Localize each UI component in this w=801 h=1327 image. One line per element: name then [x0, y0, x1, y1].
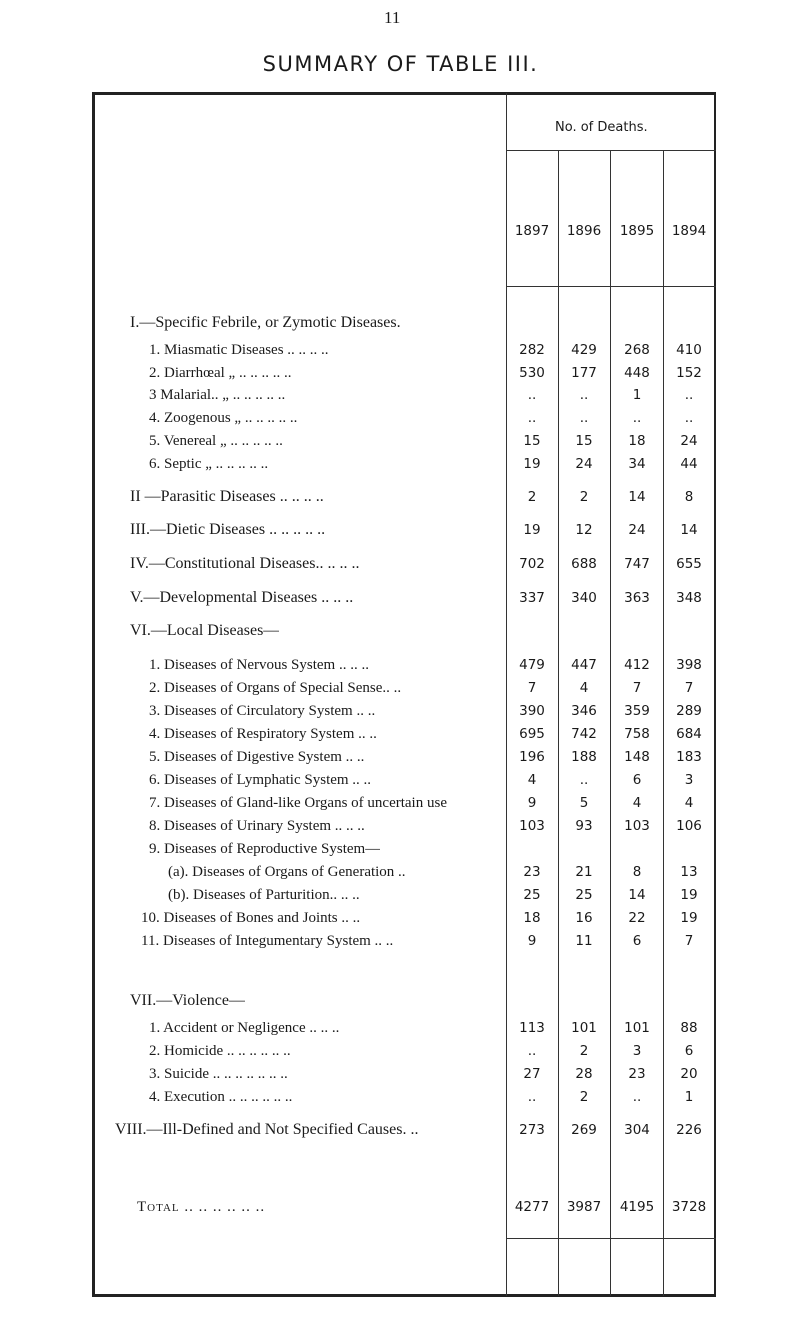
table-cell: 12 [575, 522, 593, 538]
row-label: 3. Suicide .. .. .. .. .. .. .. [149, 1066, 288, 1082]
table-cell: 23 [523, 864, 541, 880]
page-title: SUMMARY OF TABLE III. [262, 52, 539, 76]
table-cell: 226 [676, 1122, 702, 1138]
table-cell: 655 [676, 556, 702, 572]
table-cell: 6 [632, 933, 642, 949]
table-cell: .. [579, 387, 589, 403]
table-cell: 177 [571, 365, 597, 381]
table-cell: 7 [527, 680, 537, 696]
table-cell: 3728 [671, 1199, 707, 1215]
row-label: 4. Execution .. .. .. .. .. .. [149, 1089, 293, 1105]
table-cell: 44 [680, 456, 698, 472]
table-cell: 21 [575, 864, 593, 880]
table-cell: 25 [523, 887, 541, 903]
table-cell: 9 [527, 933, 537, 949]
table-cell: 702 [519, 556, 545, 572]
table-cell: 7 [632, 680, 642, 696]
table-cell: 14 [680, 522, 698, 538]
row-label: 10. Diseases of Bones and Joints .. .. [141, 910, 361, 926]
row-label: 9. Diseases of Reproductive System— [149, 841, 381, 857]
table-cell: 188 [571, 749, 597, 765]
section-label: II —Parasitic Diseases .. .. .. .. [130, 488, 324, 505]
section-label: V.—Developmental Diseases .. .. .. [130, 589, 354, 606]
table-cell: 337 [519, 590, 545, 606]
table-cell: 23 [628, 1066, 646, 1082]
table-cell: 4277 [514, 1199, 550, 1215]
table-cell: 268 [624, 342, 650, 358]
table-cell: 19 [523, 456, 541, 472]
page-number: 11 [384, 8, 401, 27]
table-cell: 1 [684, 1089, 694, 1105]
table-cell: 28 [575, 1066, 593, 1082]
table-cell: 18 [523, 910, 541, 926]
table-cell: 4 [579, 680, 589, 696]
table-cell: 4 [632, 795, 642, 811]
table-cell: 4 [684, 795, 694, 811]
section-label: VIII.—Ill-Defined and Not Specified Causes. .. [115, 1121, 419, 1138]
table-cell: 24 [628, 522, 646, 538]
table-cell: 2 [579, 489, 589, 505]
table-cell: .. [684, 410, 694, 426]
row-label: 7. Diseases of Gland-like Organs of uncertain use [149, 795, 447, 811]
table-cell: 20 [680, 1066, 698, 1082]
table-cell: .. [527, 1089, 537, 1105]
table-cell: 88 [680, 1020, 698, 1036]
row-label: 3. Diseases of Circulatory System .. .. [149, 703, 376, 719]
section-label: VI.—Local Diseases— [130, 622, 280, 639]
table-cell: 6 [632, 772, 642, 788]
total-label: Total .. .. .. .. .. .. [137, 1199, 266, 1215]
header-rule [506, 286, 716, 287]
table-cell: 348 [676, 590, 702, 606]
table-cell: 363 [624, 590, 650, 606]
table-cell: 24 [680, 433, 698, 449]
table-cell: 14 [628, 887, 646, 903]
section-label: III.—Dietic Diseases .. .. .. .. .. [130, 521, 326, 538]
table-cell: 390 [519, 703, 545, 719]
table-cell: 4195 [619, 1199, 655, 1215]
table-cell: 15 [523, 433, 541, 449]
table-cell: 34 [628, 456, 646, 472]
table-cell: 2 [527, 489, 537, 505]
table-cell: 103 [519, 818, 545, 834]
row-label: 1. Diseases of Nervous System .. .. .. [149, 657, 369, 673]
row-label: 4. Zoogenous „ .. .. .. .. .. [149, 410, 298, 426]
row-label: 5. Diseases of Digestive System .. .. [149, 749, 365, 765]
table-cell: 289 [676, 703, 702, 719]
table-cell: 530 [519, 365, 545, 381]
row-label: 6. Diseases of Lymphatic System .. .. [149, 772, 372, 788]
table-cell: 688 [571, 556, 597, 572]
table-cell: 359 [624, 703, 650, 719]
table-cell: 101 [571, 1020, 597, 1036]
table-cell: 24 [575, 456, 593, 472]
table-cell: 14 [628, 489, 646, 505]
table-cell: 101 [624, 1020, 650, 1036]
row-label: 11. Diseases of Integumentary System .. .. [141, 933, 394, 949]
section-label: I.—Specific Febrile, or Zymotic Diseases. [130, 314, 401, 331]
table-cell: 4 [527, 772, 537, 788]
table-cell: 93 [575, 818, 593, 834]
table-cell: 273 [519, 1122, 545, 1138]
table-cell: 13 [680, 864, 698, 880]
table-cell: 3987 [566, 1199, 602, 1215]
table-cell: 152 [676, 365, 702, 381]
section-label: VII.—Violence— [130, 992, 245, 1009]
row-label: 4. Diseases of Respiratory System .. .. [149, 726, 377, 742]
table-cell: 695 [519, 726, 545, 742]
table-cell: 8 [632, 864, 642, 880]
table-cell: 398 [676, 657, 702, 673]
column-divider [610, 150, 611, 1296]
table-cell: 448 [624, 365, 650, 381]
row-label: 6. Septic „ .. .. .. .. .. [149, 456, 269, 472]
row-label: 2. Diarrhœal „ .. .. .. .. .. [149, 365, 292, 381]
table-cell: 758 [624, 726, 650, 742]
table-cell: 11 [575, 933, 593, 949]
table-cell: 27 [523, 1066, 541, 1082]
row-label: 5. Venereal „ .. .. .. .. .. [149, 433, 283, 449]
row-label: 8. Diseases of Urinary System .. .. .. [149, 818, 365, 834]
table-cell: 15 [575, 433, 593, 449]
row-label: 1. Accident or Negligence .. .. .. [149, 1020, 340, 1036]
table-cell: 148 [624, 749, 650, 765]
table-cell: 479 [519, 657, 545, 673]
table-cell: 19 [523, 522, 541, 538]
table-cell: 2 [579, 1043, 589, 1059]
table-cell: 25 [575, 887, 593, 903]
table-cell: .. [579, 410, 589, 426]
table-cell: 3 [684, 772, 694, 788]
table-cell: 19 [680, 887, 698, 903]
table-cell: 429 [571, 342, 597, 358]
row-label: (b). Diseases of Parturition.. .. .. [168, 887, 360, 903]
year-header-1894: 1894 [671, 223, 707, 239]
table-cell: 183 [676, 749, 702, 765]
table-cell: 18 [628, 433, 646, 449]
section-label: IV.—Constitutional Diseases.. .. .. .. [130, 555, 360, 572]
header-rule [506, 150, 716, 151]
total-rule [506, 1238, 716, 1239]
table-cell: 103 [624, 818, 650, 834]
table-cell: 747 [624, 556, 650, 572]
table-cell: 412 [624, 657, 650, 673]
table-cell: .. [527, 410, 537, 426]
table-cell: 346 [571, 703, 597, 719]
table-cell: 8 [684, 489, 694, 505]
table-cell: .. [632, 410, 642, 426]
table-cell: 106 [676, 818, 702, 834]
table-cell: 447 [571, 657, 597, 673]
table-cell: 410 [676, 342, 702, 358]
table-cell: 196 [519, 749, 545, 765]
table-cell: 5 [579, 795, 589, 811]
table-cell: 742 [571, 726, 597, 742]
row-label: 3 Malarial.. „ .. .. .. .. .. [149, 387, 286, 403]
table-cell: 7 [684, 680, 694, 696]
table-cell: 6 [684, 1043, 694, 1059]
row-label: 2. Diseases of Organs of Special Sense.. .. [149, 680, 402, 696]
table-cell: 9 [527, 795, 537, 811]
table-cell: 16 [575, 910, 593, 926]
table-cell: 3 [632, 1043, 642, 1059]
table-cell: 7 [684, 933, 694, 949]
year-header-1897: 1897 [514, 223, 550, 239]
table-cell: 282 [519, 342, 545, 358]
table-cell: 269 [571, 1122, 597, 1138]
row-label: (a). Diseases of Organs of Generation .. [168, 864, 406, 880]
year-header-1896: 1896 [566, 223, 602, 239]
table-cell: .. [684, 387, 694, 403]
table-cell: .. [527, 387, 537, 403]
table-cell: 304 [624, 1122, 650, 1138]
year-header-1895: 1895 [619, 223, 655, 239]
table-cell: .. [527, 1043, 537, 1059]
table-cell: 340 [571, 590, 597, 606]
table-cell: 113 [519, 1020, 545, 1036]
header-group-label: No. of Deaths. [555, 120, 648, 135]
row-label: 2. Homicide .. .. .. .. .. .. [149, 1043, 291, 1059]
table-cell: .. [579, 772, 589, 788]
table-cell: .. [632, 1089, 642, 1105]
table-cell: 22 [628, 910, 646, 926]
table-cell: 684 [676, 726, 702, 742]
table-cell: 19 [680, 910, 698, 926]
table-cell: 1 [632, 387, 642, 403]
table-cell: 2 [579, 1089, 589, 1105]
row-label: 1. Miasmatic Diseases .. .. .. .. [149, 342, 329, 358]
